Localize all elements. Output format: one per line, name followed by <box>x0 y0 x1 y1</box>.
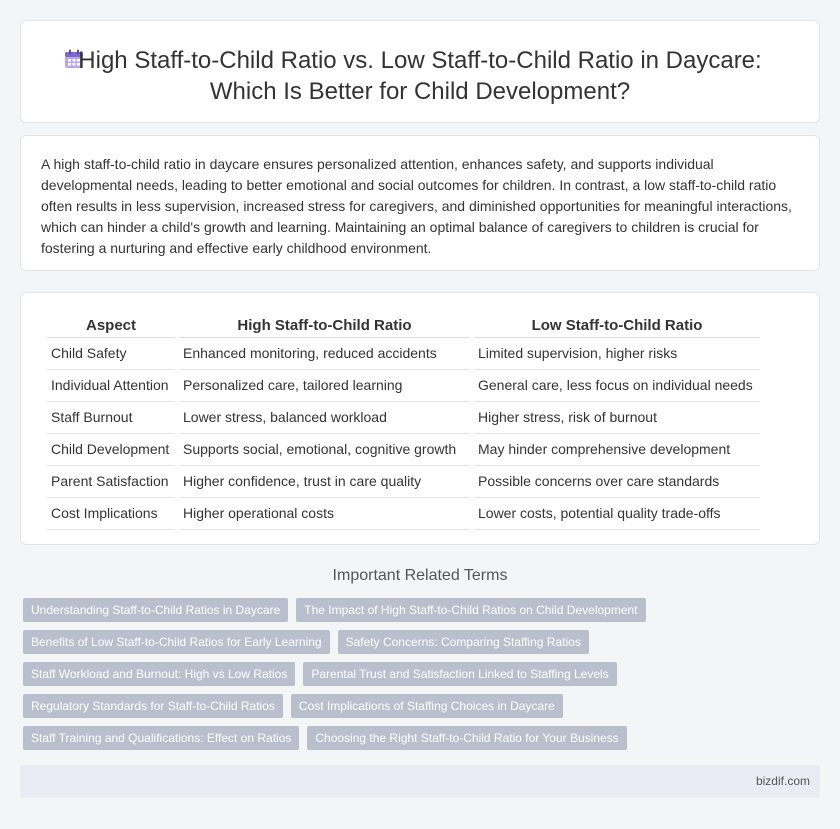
table-header-row <box>47 313 760 338</box>
table-cell: Personalized care, tailored learning <box>179 370 470 402</box>
intro-card <box>20 135 820 271</box>
table-row <box>47 370 760 402</box>
related-terms-row <box>23 598 646 622</box>
related-term-tag[interactable]: Staff Training and Qualifications: Effect on Ratios <box>23 726 299 750</box>
table-cell: General care, less focus on individual needs <box>474 370 760 402</box>
related-term-tag[interactable]: Benefits of Low Staff-to-Child Ratios for Early Learning <box>23 630 330 654</box>
table-cell: Enhanced monitoring, reduced accidents <box>179 338 470 370</box>
page-title-line2: Which Is Better for Child Development? <box>209 78 631 105</box>
table-cell: Possible concerns over care standards <box>474 466 760 498</box>
table-row <box>47 466 760 498</box>
footer <box>20 765 820 798</box>
table-row <box>47 338 760 370</box>
comparison-table-card <box>20 292 820 545</box>
table-row <box>47 402 760 434</box>
table-cell: Child Development <box>47 434 175 466</box>
table-cell: Higher operational costs <box>179 498 470 530</box>
table-cell: Child Safety <box>47 338 175 370</box>
related-term-tag[interactable]: Safety Concerns: Comparing Staffing Ratios <box>338 630 589 654</box>
related-terms-heading: Important Related Terms <box>332 567 508 584</box>
related-term-tag[interactable]: The Impact of High Staff-to-Child Ratios on Child Development <box>296 598 645 622</box>
column-header-high-ratio: High Staff-to-Child Ratio <box>179 313 470 338</box>
table-cell: Lower stress, balanced workload <box>179 402 470 434</box>
table-cell: Cost Implications <box>47 498 175 530</box>
table-cell: Higher confidence, trust in care quality <box>179 466 470 498</box>
table-cell: Staff Burnout <box>47 402 175 434</box>
related-term-tag[interactable]: Choosing the Right Staff-to-Child Ratio for Your Business <box>307 726 626 750</box>
related-terms-row <box>23 694 563 718</box>
page-title <box>21 45 819 107</box>
related-term-tag[interactable]: Regulatory Standards for Staff-to-Child Ratios <box>23 694 283 718</box>
related-term-tag[interactable]: Staff Workload and Burnout: High vs Low Ratios <box>23 662 295 686</box>
table-cell: Supports social, emotional, cognitive growth <box>179 434 470 466</box>
related-terms-row <box>23 630 589 654</box>
column-header-aspect: Aspect <box>47 313 175 338</box>
footer-brand[interactable]: bizdif.com <box>755 774 810 788</box>
related-term-tag[interactable]: Understanding Staff-to-Child Ratios in Daycare <box>23 598 288 622</box>
title-card <box>20 20 820 123</box>
related-terms-row <box>23 726 627 750</box>
intro-text: A high staff-to-child ratio in daycare ensures personalized attention, enhances safety, and supports individual developmental needs, leading to better emotional and social outcomes for children. In contrast, a low staff-to-child ratio often results in less supervision, increased stress for caregivers, and diminished opportunities for meaningful interactions, which can hinder a child's growth and learning. Maintaining an optimal balance of caregivers to children is crucial for fostering a nurturing and effective early childhood environment. <box>41 156 792 256</box>
related-term-tag[interactable]: Cost Implications of Staffing Choices in Daycare <box>291 694 563 718</box>
table-cell: Higher stress, risk of burnout <box>474 402 760 434</box>
column-header-low-ratio: Low Staff-to-Child Ratio <box>474 313 760 338</box>
page-title-line1: High Staff-to-Child Ratio vs. Low Staff-to-Child Ratio in Daycare: <box>78 47 762 74</box>
table-row <box>47 498 760 530</box>
table-row <box>47 434 760 466</box>
related-terms-row <box>23 662 617 686</box>
table-cell: May hinder comprehensive development <box>474 434 760 466</box>
comparison-table <box>43 313 764 530</box>
table-cell: Individual Attention <box>47 370 175 402</box>
related-term-tag[interactable]: Parental Trust and Satisfaction Linked to Staffing Levels <box>303 662 616 686</box>
table-cell: Limited supervision, higher risks <box>474 338 760 370</box>
table-cell: Parent Satisfaction <box>47 466 175 498</box>
table-cell: Lower costs, potential quality trade-offs <box>474 498 760 530</box>
